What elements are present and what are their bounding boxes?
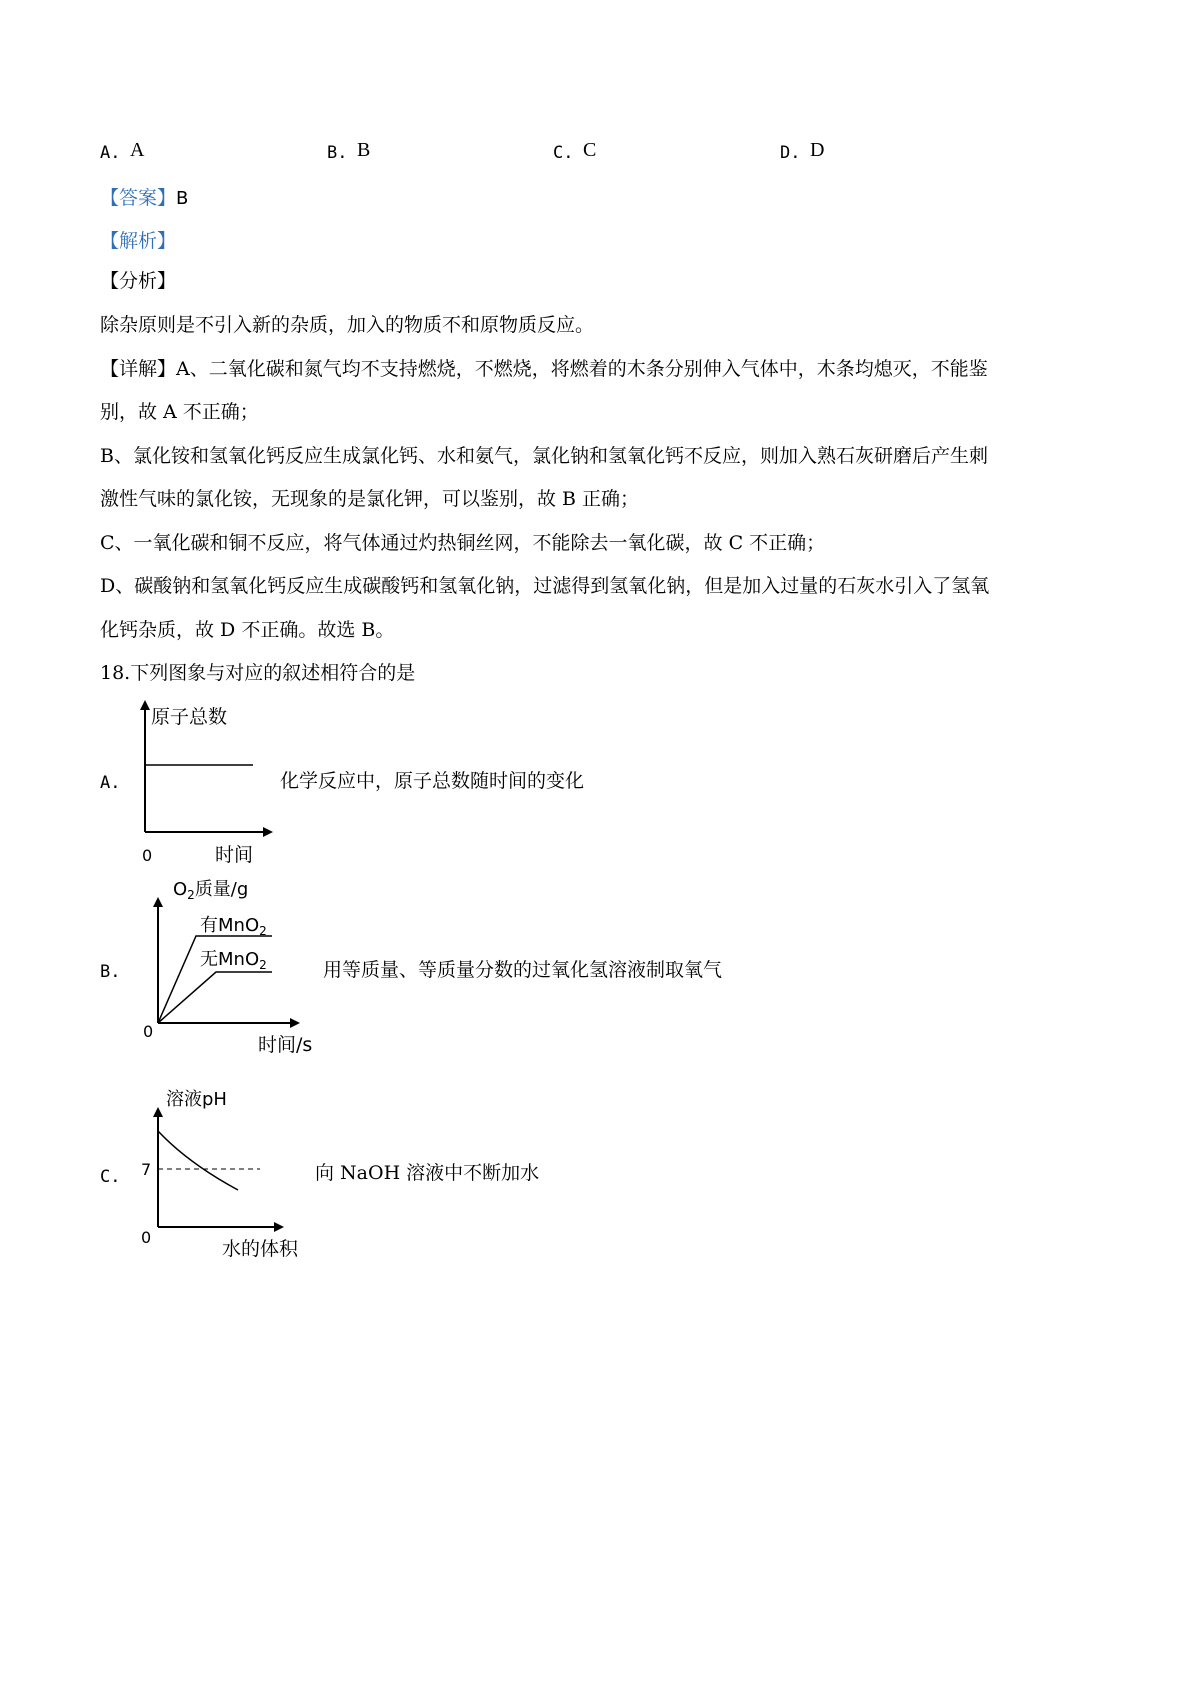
option-c-value: C bbox=[583, 139, 597, 161]
answer-line bbox=[100, 183, 188, 211]
graph-a-x-arrow bbox=[263, 827, 273, 837]
option-a-value: A bbox=[130, 139, 145, 161]
detail-line-2: 别，故 A 不正确； bbox=[100, 401, 259, 423]
graph-c bbox=[138, 1083, 308, 1268]
graph-c-curve bbox=[158, 1131, 238, 1190]
graph-c-ylabel: 溶液pH bbox=[166, 1089, 227, 1110]
fenxi-text: 除杂原则是不引入新的杂质，加入的物质不和原物质反应。 bbox=[100, 314, 595, 336]
graph-b-x-arrow bbox=[290, 1018, 300, 1028]
graph-b-label-without-mno2: 无MnO$_2$ bbox=[200, 949, 267, 972]
graph-c-y-arrow bbox=[153, 1107, 163, 1117]
detail-line-6: D、碳酸钠和氢氧化钙反应生成碳酸钙和氢氧化钠，过滤得到氢氧化钠，但是加入过量的石灰水引入了氢氧 bbox=[100, 575, 990, 597]
detail-line-1: 【详解】A、二氧化碳和氮气均不支持燃烧，不燃烧，将燃着的木条分别伸入气体中，木条均熄灭，不能鉴 bbox=[100, 358, 988, 380]
choice-b-desc: 用等质量、等质量分数的过氧化氢溶液制取氧气 bbox=[323, 959, 723, 981]
option-c-letter: C. bbox=[553, 143, 574, 163]
graph-a-ylabel: 原子总数 bbox=[151, 706, 228, 728]
fenxi-tag: 【分析】 bbox=[100, 270, 177, 292]
choice-a-desc: 化学反应中，原子总数随时间的变化 bbox=[280, 770, 585, 792]
choice-c-desc: 向 NaOH 溶液中不断加水 bbox=[315, 1162, 540, 1184]
answer-tag: 【答案】 bbox=[100, 187, 177, 209]
option-d-value: D bbox=[810, 139, 825, 161]
option-d-letter: D. bbox=[780, 143, 801, 163]
choice-b-letter: B. bbox=[100, 962, 121, 982]
question-18-stem: 18.下列图象与对应的叙述相符合的是 bbox=[100, 662, 416, 684]
option-a-letter: A. bbox=[100, 143, 121, 163]
graph-c-x-arrow bbox=[274, 1222, 284, 1232]
graph-a-y-arrow bbox=[140, 700, 150, 710]
answer-value: B bbox=[176, 188, 189, 209]
detail-line-3: B、氯化铵和氢氧化钙反应生成氯化钙、水和氨气，氯化钠和氢氧化钙不反应，则加入熟石灰研磨后产生刺 bbox=[100, 445, 988, 467]
detail-line-7: 化钙杂质，故 D 不正确。故选 B。 bbox=[100, 619, 395, 641]
option-b-value: B bbox=[357, 139, 371, 161]
choice-c-letter: C. bbox=[100, 1167, 121, 1187]
graph-b-y-arrow bbox=[153, 897, 163, 907]
detail-line-4: 激性气味的氯化铵，无现象的是氯化钾，可以鉴别，故 B 正确； bbox=[100, 488, 640, 510]
graph-a bbox=[125, 698, 285, 868]
graph-b-origin: 0 bbox=[143, 1022, 154, 1041]
graph-a-origin: 0 bbox=[142, 846, 153, 865]
graph-a-xlabel: 时间 bbox=[215, 844, 254, 866]
graph-c-ref-value: 7 bbox=[141, 1160, 152, 1179]
graph-b-xlabel: 时间/s bbox=[258, 1034, 313, 1056]
jiexi-tag: 【解析】 bbox=[100, 230, 177, 252]
graph-b-ylabel: $O_2$质量/g bbox=[173, 879, 249, 902]
graph-b bbox=[138, 875, 338, 1060]
graph-b-curve-without-mno2 bbox=[158, 972, 272, 1023]
detail-line-5: C、一氧化碳和铜不反应，将气体通过灼热铜丝网，不能除去一氧化碳，故 C 不正确； bbox=[100, 532, 826, 554]
option-b-letter: B. bbox=[327, 143, 348, 163]
graph-b-label-with-mno2: 有MnO$_2$ bbox=[200, 915, 267, 938]
choice-a-letter: A. bbox=[100, 773, 121, 793]
graph-c-origin: 0 bbox=[141, 1228, 152, 1247]
graph-c-xlabel: 水的体积 bbox=[222, 1238, 299, 1260]
